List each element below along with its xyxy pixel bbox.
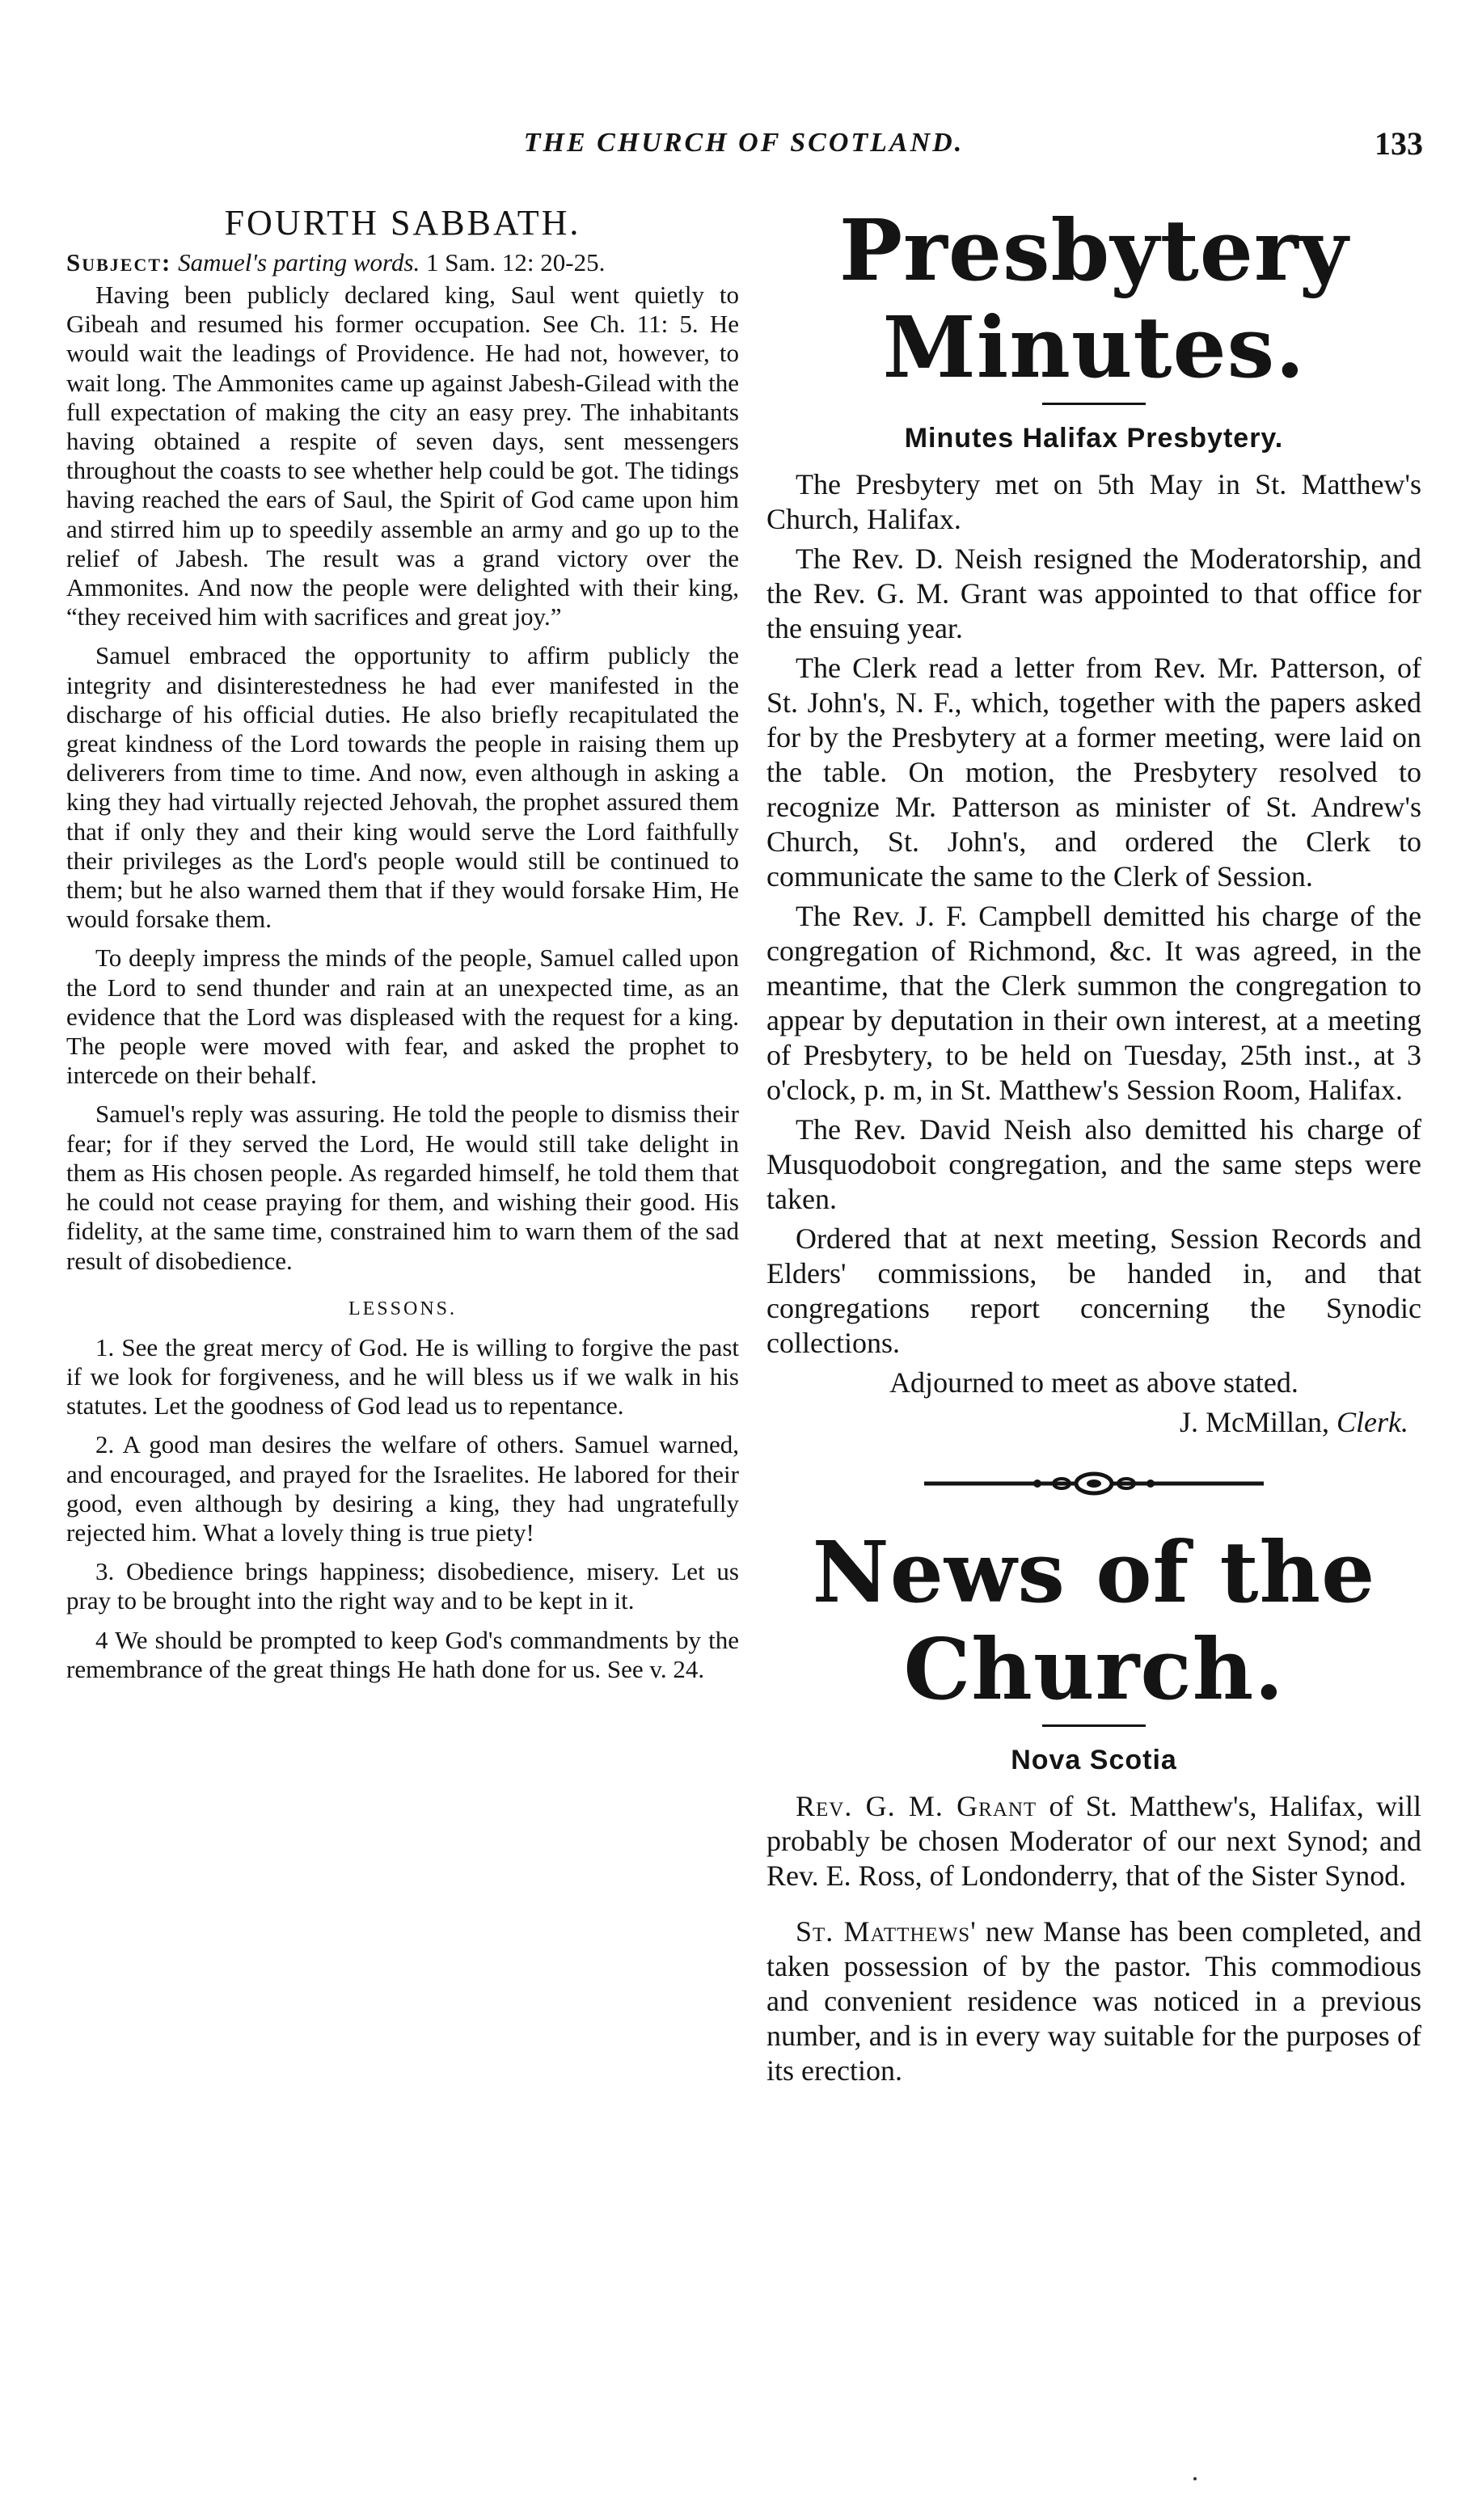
minutes-paragraph: The Rev. D. Neish resigned the Moderatorship, and the Rev. G. M. Grant was appointed to that office for the ensuing year. [766, 542, 1421, 644]
news-item [766, 1914, 1421, 2088]
page-number: 133 [1375, 125, 1423, 162]
print-speck [1193, 2477, 1197, 2480]
news-item-text: of St. Matthew's, Halifax, will probably be chosen Moderator of our next Synod; and Rev. E. Ross, of Londonderry, that of the Sister Synod. [766, 1790, 1421, 1892]
minutes-paragraph: Ordered that at next meeting, Session Records and Elders' commissions, be handed in, and that congregations report concerning the Synodic collections. [766, 1222, 1421, 1359]
lesson-point: 1. See the great mercy of God. He is willing to forgive the past if we look for forgiveness, and he will bless us if we walk in his statutes. Let the goodness of God lead us to repentance. [66, 1332, 739, 1420]
lesson-subject [66, 248, 739, 277]
lesson-paragraph: Samuel embraced the opportunity to affirm publicly the integrity and disinterestedness he had ever manifested in the discharge of his official duties. He also briefly recapitulated the great kindness of the Lord towards the people in raising them up deliverers from time to time. And now, even although in asking a king they had virtually rejected Jehovah, the prophet assured them that if only they and their king would serve the Lord faithfully their privileges as the Lord's people would still be continued to them; but he also warned them that if they would forsake Him, He would forsake them. [66, 641, 739, 934]
minutes-paragraph: The Presbytery met on 5th May in St. Matthew's Church, Halifax. [766, 468, 1421, 535]
divider-rule [1042, 1724, 1146, 1727]
signature-role: Clerk. [1337, 1406, 1408, 1438]
clerk-signature [766, 1405, 1421, 1440]
news-item-text: new Manse has been completed, and taken possession of by the pastor. This commodious and convenient residence was noticed in a previous number, and is in every way suitable for the purposes of its erection. [766, 1915, 1421, 2087]
divider-rule [1042, 403, 1146, 405]
ornamental-divider-icon [924, 1467, 1264, 1500]
minutes-subheading: Minutes Halifax Presbytery. [904, 423, 1284, 454]
subject-title: Samuel's parting words. [178, 248, 420, 276]
lesson-paragraph: Having been publicly declared king, Saul went quietly to Gibeah and resumed his former occupation. See Ch. 11: 5. He would wait the leadings of Providence. He had not, however, to wait long. The Ammonites came up against Jabesh-Gilead with the full expectation of making the city an easy prey. The inhabitants having obtained a respite of seven days, sent messengers throughout the coasts to see whether help could be got. The tidings having reached the ears of Saul, the Spirit of God came upon him and stirred him up to speedily assemble an army and go up to the relief of Jabesh. The result was a grand victory over the Ammonites. And now the people were delighted with their king, “they received him with sacrifices and great joy.” [66, 281, 739, 631]
left-column [66, 202, 739, 1694]
lesson-point: 2. A good man desires the welfare of others. Samuel warned, and encouraged, and prayed for the Israelites. He labored for their good, even although by desiring a king, they had ungratefully rejected him. What a lovely thing is true piety! [66, 1430, 739, 1547]
lesson-heading: FOURTH SABBATH. [224, 203, 581, 243]
lesson-point: 4 We should be prompted to keep God's commandments by the remembrance of the great things He hath done for us. See v. 24. [66, 1625, 739, 1683]
running-title: THE CHURCH OF SCOTLAND. [523, 128, 965, 158]
subject-reference: 1 Sam. 12: 20-25. [426, 248, 606, 276]
lesson-point: 3. Obedience brings happiness; disobedience, misery. Let us pray to be brought into the right way and to be kept in it. [66, 1557, 739, 1615]
news-item [766, 1789, 1421, 1893]
news-item-lead: Rev. G. M. Grant [796, 1790, 1037, 1822]
running-header [65, 125, 1423, 168]
minutes-paragraph: The Rev. J. F. Campbell demitted his charge of the congregation of Richmond, &c. It was agreed, in the meantime, that the Clerk summon the congregation to appear by deputation in their own interest, at a meeting of Presbytery, to be held on Tuesday, 25th inst., at 3 o'clock, p. m, in St. Matthew's Session Room, Halifax. [766, 900, 1421, 1106]
adjournment-note: Adjourned to meet as above stated. [889, 1366, 1299, 1399]
subject-label: Subject: [66, 248, 172, 276]
signature-name: J. McMillan, [1180, 1406, 1330, 1438]
news-item-lead: St. Matthews' [796, 1915, 977, 1948]
news-of-the-church-banner: News of the Church. [812, 1522, 1376, 1719]
minutes-paragraph: The Clerk read a letter from Rev. Mr. Patterson, of St. John's, N. F., which, together with the papers asked for by the Presbytery at a former meeting, were laid on the table. On motion, the Presbytery resolved to recognize Mr. Patterson as minister of St. Andrew's Church, St. John's, and ordered the Clerk to communicate the same to the Clerk of Session. [766, 652, 1421, 893]
lessons-heading: LESSONS. [348, 1298, 458, 1319]
lesson-paragraph: Samuel's reply was assuring. He told the people to dismiss their fear; for if they served the Lord, He would still take delight in them as His chosen people. As regarded himself, he told them that he could not cease praying for them, and wishing their good. His fidelity, at the same time, constrained him to warn them of the sad result of disobedience. [66, 1100, 739, 1275]
minutes-paragraph: The Rev. David Neish also demitted his charge of Musquodoboit congregation, and the same steps were taken. [766, 1113, 1421, 1215]
news-subheading: Nova Scotia [1011, 1745, 1177, 1775]
lesson-paragraph: To deeply impress the minds of the people, Samuel called upon the Lord to send thunder and rain at an unexpected time, as an evidence that the Lord was displeased with the request for a king. The people were moved with fear, and asked the prophet to intercede on their behalf. [66, 943, 739, 1090]
right-column [766, 202, 1421, 2093]
presbytery-minutes-banner: Presbytery Minutes. [838, 201, 1349, 397]
